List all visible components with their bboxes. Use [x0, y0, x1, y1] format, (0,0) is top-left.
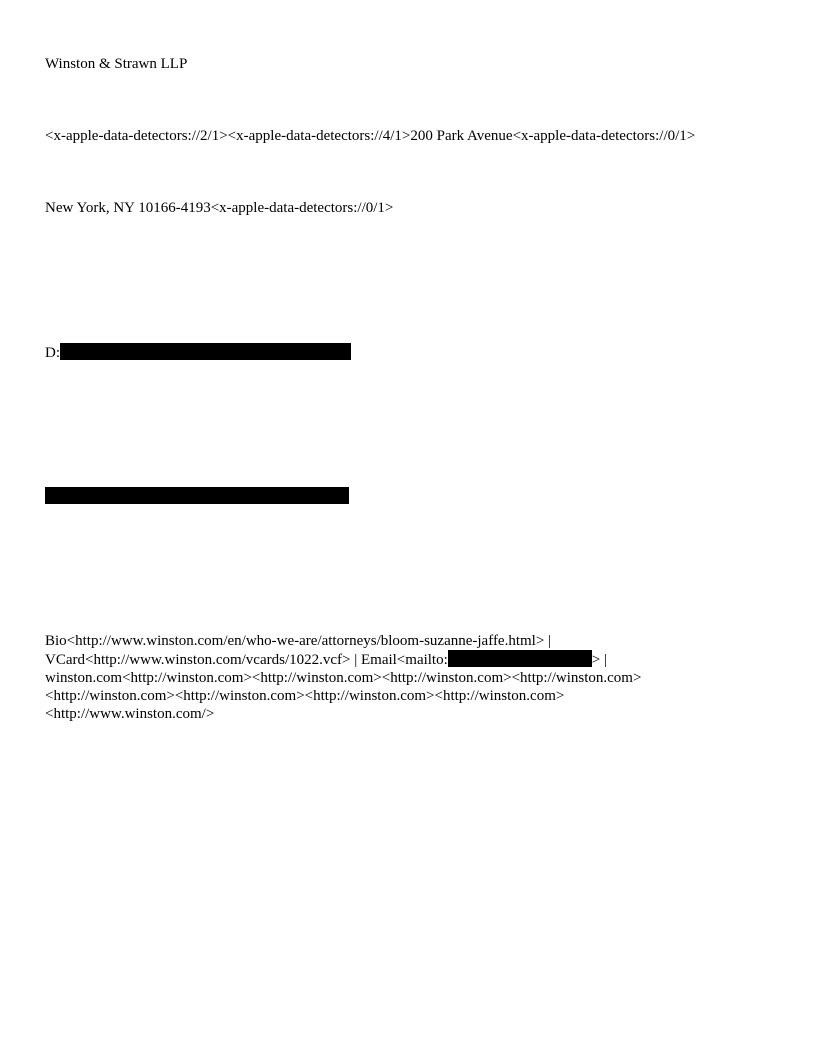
vcard-email-text[interactable]: VCard<http://www.winston.com/vcards/1022.vcf> | Email<mailto: [45, 652, 448, 668]
firm-name: Winston & Strawn LLP [45, 56, 188, 72]
winston-links-line[interactable]: winston.com<http://winston.com><http://winston.com><http://winston.com><http://winston.com> [45, 670, 642, 686]
email-link-tail: > | [591, 652, 607, 668]
bio-link-line[interactable]: Bio<http://www.winston.com/en/who-we-are/attorneys/bloom-suzanne-jaffe.html> | [45, 633, 552, 649]
address-line-1: <x-apple-data-detectors://2/1><x-apple-data-detectors://4/1>200 Park Avenue<x-apple-data-detectors://0/1> [45, 128, 696, 144]
direct-label: D: [45, 345, 60, 361]
address-line-2: New York, NY 10166-4193<x-apple-data-detectors://0/1> [45, 200, 394, 216]
vcard-email-line [45, 650, 765, 669]
redacted-email [448, 650, 592, 667]
email-signature-links [45, 632, 765, 723]
redacted-block [45, 487, 349, 504]
winston-links-line-2[interactable]: <http://winston.com><http://winston.com><http://winston.com><http://winston.com> [45, 688, 565, 704]
winston-home-link[interactable]: <http://www.winston.com/> [45, 706, 215, 722]
direct-phone-line [45, 343, 351, 362]
redacted-phone [60, 343, 351, 360]
